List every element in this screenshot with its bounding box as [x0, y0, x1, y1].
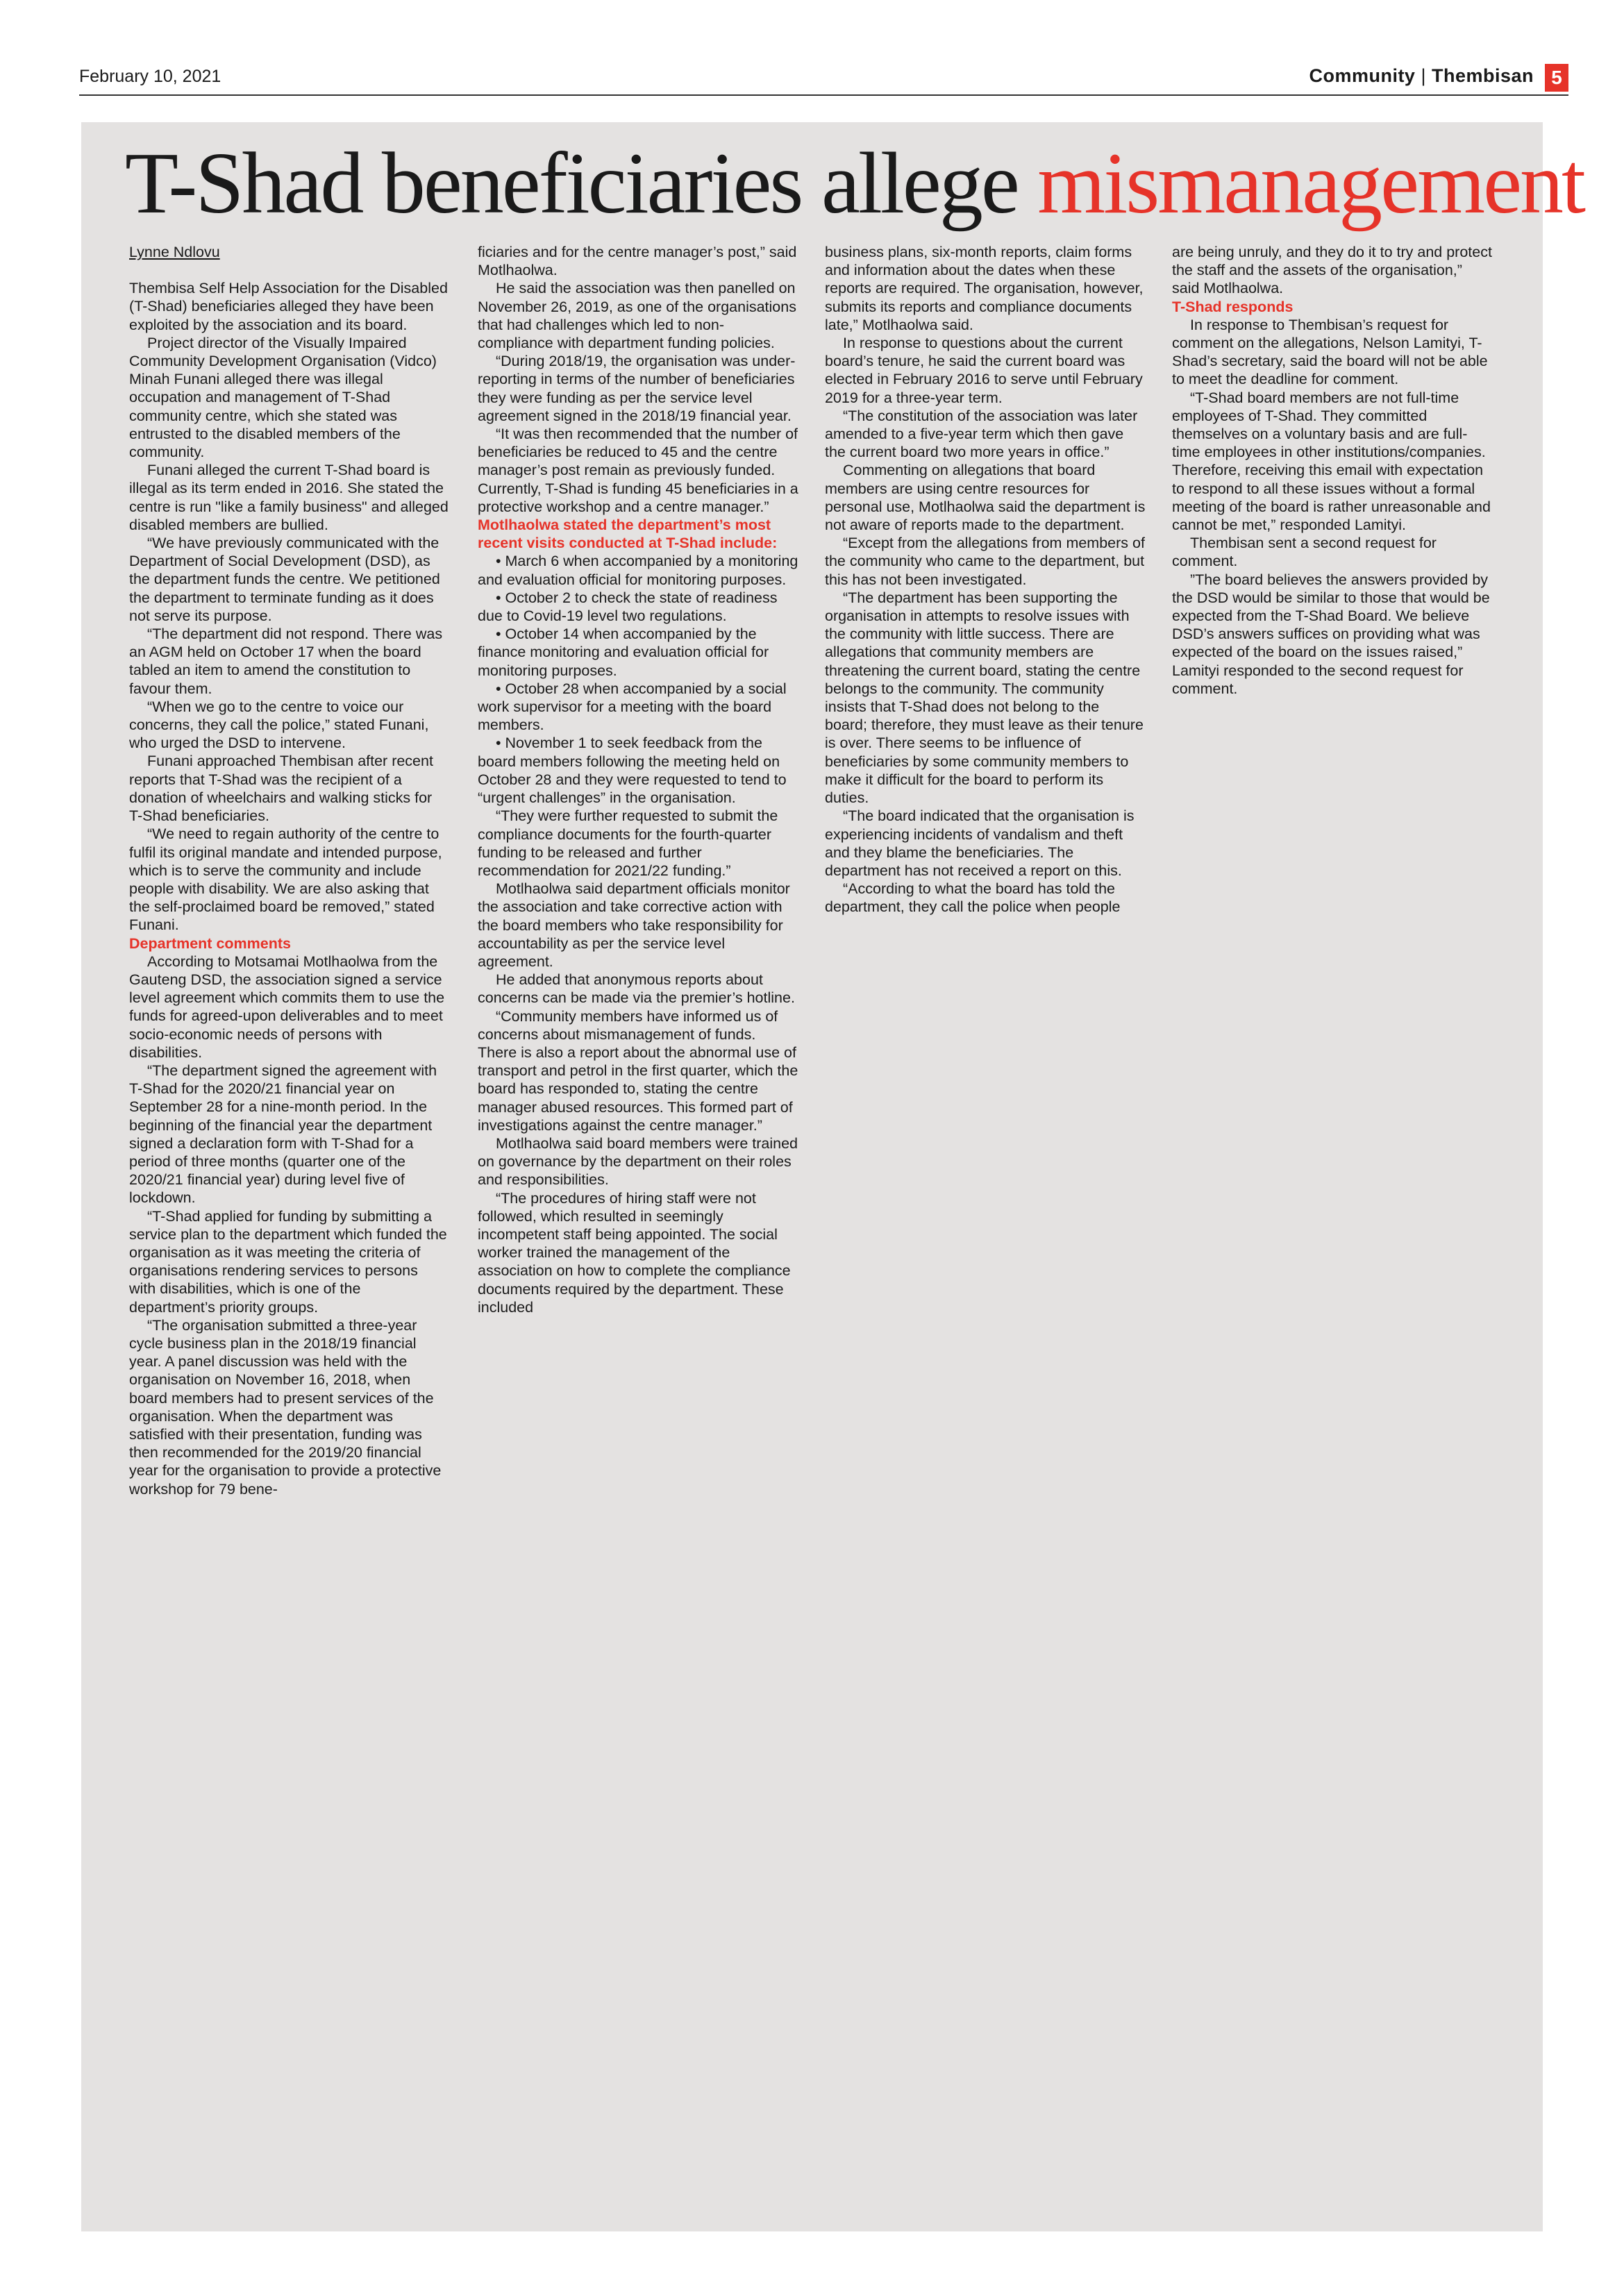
photo-strip-gap: [1081, 1162, 1092, 2166]
section-header: [1309, 65, 1534, 87]
photo-strip-gap: [826, 1416, 837, 2166]
paragraph: “The constitution of the association was later amended to a five-year term which then gave the current board two more years in office.”: [825, 407, 1138, 461]
photo-strip-gap: [1438, 1162, 1449, 2166]
headline-highlight: mismanagement: [1037, 135, 1584, 232]
photo-strip-gap: [1284, 1266, 1296, 2166]
issue-date: February 10, 2021: [79, 67, 221, 86]
photo-strip-gap: [317, 1866, 328, 2166]
paragraph: “The department has been supporting the organisation in attempts to resolve issues with the community with little success. There are allegations that community members are threatening the current board, stating the centre belongs to the community. The community insists that T-Shad does not belong to the board; therefore, they must leave as their tenure is over. There seems to be influence of beneficiaries by some community members to make it difficult for the board to perform its duties.: [825, 589, 1144, 807]
article-column-4: [1172, 243, 1493, 698]
paragraph: Funani approached Thembisan after recent reports that T-Shad was the recipient of a donation of wheelchairs and walking sticks for T-Shad beneficiaries.: [129, 753, 433, 825]
photo-strip-gap: [673, 1701, 685, 2166]
paragraph: ficiaries and for the centre manager’s post,” said Motlhaolwa.: [478, 244, 797, 279]
article-column-3: [825, 243, 1146, 916]
paragraph: “The organisation submitted a three-year cycle business plan in the 2018/19 financial year. A panel discussion was held with the organisation on November 16, 2018, when board members had to present services of the organisation. When the department was satisfied with their presentation, funding was then recommended for the 2019/20 financial year for the organisation to provide a protective workshop for 79 bene-: [129, 1316, 442, 1498]
paragraph: Commenting on allegations that board members are using centre resources for personal use, Motlhaolwa said the department is not aware of reports made to the department.: [825, 462, 1146, 534]
photo-strip-gap: [1030, 1191, 1041, 2166]
photo-strip-gap: [215, 2016, 226, 2166]
column-4-body: [1172, 243, 1493, 698]
photo-strip-gap: [571, 1746, 583, 2166]
subheading: Department comments: [129, 935, 291, 952]
paragraph: business plans, six-month reports, claim forms and information about the dates when these reports are required. The organisation, however, submits its reports and compliance documents late,” Motlhaolwa said.: [825, 244, 1144, 333]
photo-strip-gap: [1387, 1251, 1398, 2166]
paragraph: are being unruly, and they do it to try and protect the staff and the assets of the organisation,” said Motlhaolwa.: [1172, 244, 1492, 297]
header-rule: [79, 94, 1568, 96]
paragraph: Motlhaolwa said board members were trained on governance by the department on their roles and responsibilities.: [478, 1134, 798, 1189]
photo-strip-gap: [1336, 1296, 1347, 2166]
paragraph: • October 28 when accompanied by a social work supervisor for a meeting with the board members.: [478, 680, 787, 734]
subheading: T-Shad responds: [1172, 298, 1294, 315]
paragraph: “Except from the allegations from members of the community who came to the department, but this has not been investigated.: [825, 535, 1145, 588]
column-2-body: [478, 243, 798, 1316]
photo-strip-gap: [470, 1732, 481, 2166]
paragraph: “They were further requested to submit the compliance documents for the fourth-quarter funding to be released and further recommendation for 2021/22 funding.”: [478, 807, 778, 879]
paragraph: In response to Thembisan’s request for comment on the allegations, Nelson Lamityi, T-Shad’s secretary, said the board will not be able to meet the deadline for comment.: [1172, 316, 1488, 388]
paragraph: Thembisa Self Help Association for the Disabled (T-Shad) beneficiaries alleged they have been exploited by the association and its board.: [129, 280, 448, 333]
photo-strip-gap: [1132, 1101, 1143, 2166]
section-name: Community: [1309, 65, 1416, 86]
paragraph: • November 1 to seek feedback from the board members following the meeting held on October 28 and they were requested to tend to “urgent challenges” in the organisation.: [478, 735, 787, 807]
page-number-badge: 5: [1545, 64, 1568, 92]
photo-strip-gap: [1183, 1012, 1194, 2166]
article-headline: [125, 132, 1584, 236]
paragraph: He said the association was then panelled on November 26, 2019, as one of the organisations that had challenges which led to non-compliance with department funding policies.: [478, 280, 796, 352]
paragraph: In response to questions about the current board’s tenure, he said the current board was elected in February 2016 to serve until February 2019 for a three-year term.: [825, 335, 1143, 406]
column-3-body: [825, 243, 1146, 916]
photo-strip-gap: [521, 1776, 532, 2166]
section-separator: |: [1421, 65, 1426, 86]
headline-main: T-Shad beneficiaries allege: [125, 135, 1018, 232]
photo-strip-gap: [266, 1911, 277, 2166]
column-1-body: [129, 279, 449, 1498]
photo-strip-gap: [164, 1657, 175, 2166]
paragraph: “According to what the board has told the department, they call the police when people: [825, 880, 1121, 916]
paragraph: “T-Shad board members are not full-time employees of T-Shad. They committed themselves on a voluntary basis and are full-time employees in other institutions/companies. Therefore, receiving this email with expectation to respond to all these issues without a formal meeting of the board is rather unreasonable and cannot be met,” responded Lamityi.: [1172, 389, 1491, 534]
paragraph: Funani alleged the current T-Shad board is illegal as its term ended in 2016. She stated the centre is run "like a family business" and alleged disabled members are bullied.: [129, 462, 449, 533]
photo-strip-gap: [979, 1176, 990, 2166]
paragraph: “Community members have informed us of concerns about mismanagement of funds. There is also a report about the abnormal use of transport and petrol in the first quarter, which the board has responded to, stating the centre manager abused resources. This formed part of investigations against the centre manager.”: [478, 1007, 798, 1134]
photo-strip-gap: [776, 1446, 787, 2166]
photo-strip-gap: [419, 1791, 430, 2166]
paragraph: “The board indicated that the organisation is experiencing incidents of vandalism and theft and they blame the beneficiaries. The department has not received a report on this.: [825, 807, 1135, 879]
paragraph: “It was then recommended that the number of beneficiaries be reduced to 45 and the centre manager’s post remain as previously funded. Currently, T-Shad is funding 45 beneficiaries in a protective workshop and a centre manager.”: [478, 426, 798, 515]
article-column-2: [478, 243, 798, 1316]
paragraph: “The department did not respond. There was an AGM held on October 17 when the board tabled an item to amend the constitution to favour them.: [129, 626, 443, 697]
paragraph: • October 2 to check the state of readiness due to Covid-19 level two regulations.: [478, 589, 778, 625]
paragraph: • October 14 when accompanied by the finance monitoring and evaluation official for monitoring purposes.: [478, 626, 769, 679]
photo-strip-gap: [1234, 1012, 1245, 2166]
paragraph: Thembisan sent a second request for comment.: [1172, 535, 1437, 570]
paragraph: “The department signed the agreement with T-Shad for the 2020/21 financial year on September 28 for a nine-month period. In the beginning of the financial year the department signed a declaration form with T-Shad for a period of three months (quarter one of the 2020/21 financial year) during level five of lockdown.: [129, 1062, 437, 1207]
paragraph: ”The board believes the answers provided by the DSD would be similar to those that would be expected from the T-Shad Board. We believe DSD’s answers suffices on providing what was expected of the board on the issues raised,” Lamityi responded to the second request for comment.: [1172, 571, 1490, 697]
photo-strip-gap: [724, 1491, 735, 2166]
paragraph: “When we go to the centre to voice our concerns, they call the police,” stated Funani, who urged the DSD to intervene.: [129, 698, 429, 752]
paragraph: “We have previously communicated with the Department of Social Development (DSD), as the department funds the centre. We petitioned the department to terminate funding as it does not serve its purpose.: [129, 535, 440, 624]
publication-name: Thembisan: [1431, 65, 1534, 86]
photo-strip-gap: [368, 1761, 379, 2166]
paragraph: Project director of the Visually Impaired Community Development Organisation (Vidco) Minah Funani alleged there was illegal occupation and management of T-Shad community centre, which she stated was entrusted to the disabled members of the community.: [129, 334, 437, 461]
paragraph: Motlhaolwa said department officials monitor the association and take corrective action with the board members who take responsibility for accountability as per the service level agreement.: [478, 880, 790, 970]
paragraph: “During 2018/19, the organisation was under-reporting in terms of the number of beneficiaries they were funding as per the service level agreement signed in the 2018/19 financial year.: [478, 353, 796, 424]
paragraph: He added that anonymous reports about concerns can be made via the premier’s hotline.: [478, 971, 795, 1007]
subheading: Motlhaolwa stated the department’s most recent visits conducted at T-Shad include:: [478, 517, 778, 552]
photo-strip-gap: [928, 1312, 939, 2166]
paragraph: According to Motsamai Motlhaolwa from the Gauteng DSD, the association signed a service level agreement which commits them to use the funds for agreed-upon deliverables and to meet socio-economic needs of persons with disabilities.: [129, 953, 445, 1061]
photo-strip-gap: [1489, 1026, 1500, 2166]
paragraph: • March 6 when accompanied by a monitoring and evaluation official for monitoring purposes.: [478, 553, 798, 588]
paragraph: “We need to regain authority of the centre to fulfil its original mandate and intended purpose, which is to serve the community and include people with disability. We are also asking that the self-proclaimed board be removed,” stated Funani.: [129, 826, 442, 934]
paragraph: “T-Shad applied for funding by submitting a service plan to the department which funded the organisation as it was meeting the criteria of organisations rendering services to persons with disabilities, which is one of the department’s priority groups.: [129, 1207, 447, 1316]
photo-strip-gap: [877, 1341, 888, 2166]
paragraph: “The procedures of hiring staff were not followed, which resulted in seemingly incompetent staff being appointed. The social worker trained the management of the association on how to complete the compliance documents required by the department. These included: [478, 1189, 791, 1316]
byline: Lynne Ndlovu: [129, 244, 220, 260]
article-column-1: [129, 243, 449, 1498]
photo-strip-gap: [623, 1732, 634, 2166]
